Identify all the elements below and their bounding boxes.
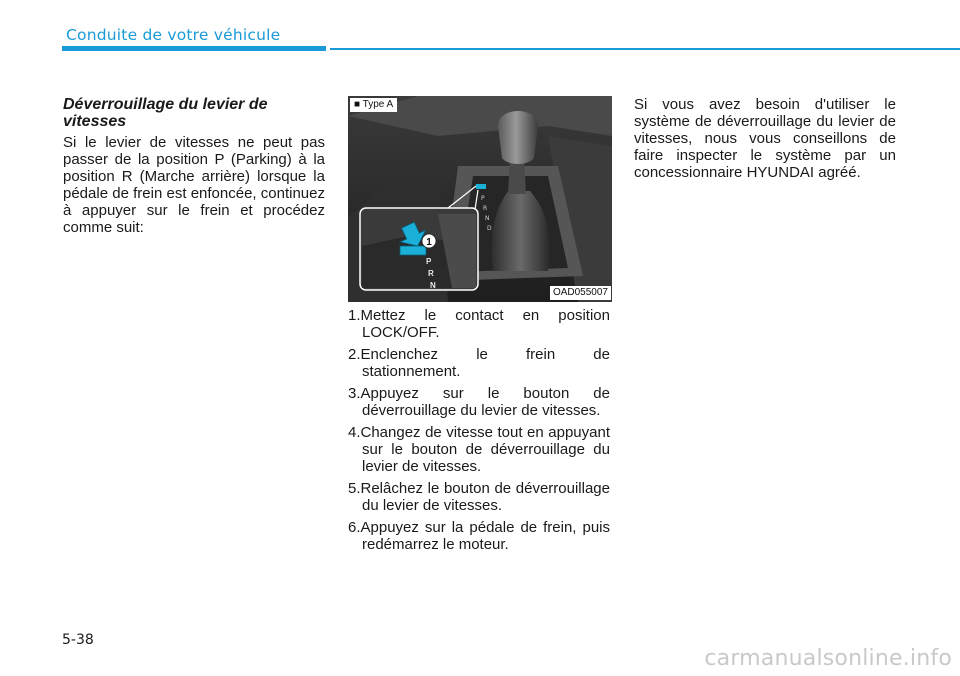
gear-letter-r: R — [428, 269, 434, 278]
right-column — [634, 96, 896, 181]
step-item: 3.Appuyez sur le bouton de déverrouillage du levier de vitesses. — [348, 385, 610, 419]
header-rule-thick — [62, 46, 326, 51]
section-heading: Déverrouillage du levier de vitesses — [63, 96, 268, 130]
intro-paragraph: Si le levier de vitesses ne peut pas passer de la position P (Parking) à la position R (Marche arrière) lorsque la pédale de frein est enfoncée, continuez à appuyer sur le frein et procédez comme suit: — [63, 134, 325, 236]
svg-text:D: D — [487, 225, 492, 232]
header-rule-thin — [330, 48, 960, 50]
gear-letter-p: P — [426, 257, 432, 266]
callout-number: 1 — [426, 237, 432, 248]
watermark: carmanualsonline.info — [704, 646, 952, 671]
gear-letter-n: N — [430, 281, 436, 290]
advice-paragraph: Si vous avez besoin d'utiliser le système de déverrouillage du levier de vitesses, nous vous conseillons de faire inspecter le système par un concessionnaire HYUNDAI agréé. — [634, 96, 896, 181]
step-item: 2.Enclenchez le frein de stationnement. — [348, 346, 610, 380]
gear-letters — [348, 96, 612, 302]
step-item: 1.Mettez le contact en position LOCK/OFF. — [348, 307, 610, 341]
svg-text:P: P — [481, 195, 485, 202]
steps-list — [348, 307, 610, 553]
svg-text:R: R — [483, 205, 488, 212]
step-item: 4.Changez de vitesse tout en appuyant sur le bouton de déverrouillage du levier de vitesses. — [348, 424, 610, 475]
steps-column — [348, 307, 610, 558]
section-title: Conduite de votre véhicule — [66, 26, 281, 44]
page-number: 5-38 — [62, 632, 94, 648]
left-column — [63, 96, 325, 236]
figure-code: OAD055007 — [550, 286, 611, 300]
step-item: 5.Relâchez le bouton de déverrouillage du levier de vitesses. — [348, 480, 610, 514]
shift-lever-illustration — [348, 96, 612, 302]
step-item: 6.Appuyez sur la pédale de frein, puis redémarrez le moteur. — [348, 519, 610, 553]
svg-text:N: N — [485, 215, 490, 222]
figure-type-label: ■ Type A — [350, 98, 397, 112]
